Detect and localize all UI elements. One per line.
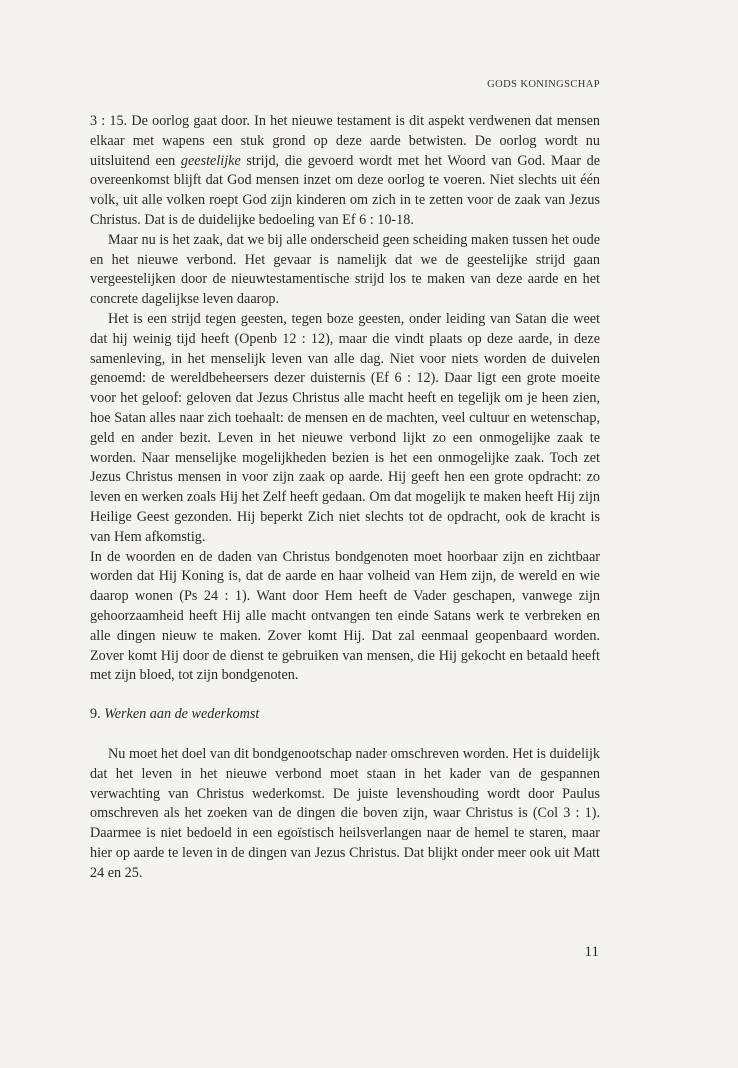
body-text	[90, 112, 600, 883]
section-number: 9.	[90, 706, 101, 723]
paragraph-4: In de woorden en de daden van Christus bondgenoten moet hoorbaar zijn en zichtbaar worden dat Hij Koning is, dat de aarde en haar volheid van Hem zijn, de wereld en wie daarop wonen (Ps 24 : 1). Want door Hem heeft de Vader geschapen, vanwege zijn gehoorzaamheid heeft Hij alle macht ontvangen ten einde Satans werk te verbreken en alle dingen nieuw te maken. Zover komt Hij. Dat zal eenmaal geopenbaard worden. Zover komt Hij door de dienst te gebruiken van mensen, die Hij gekocht en betaald heeft met zijn bloed, tot zijn bondgenoten.	[90, 548, 600, 684]
paragraph-5: Nu moet het doel van dit bondgenootschap nader omschreven worden. Het is duidelijk dat het leven in het nieuwe verbond moet staan in het kader van de gespannen verwachting van Christus wederkomst. De juiste levenshouding wordt door Paulus omschreven als het zoeken van de dingen die boven zijn, waar Christus is (Col 3 : 1). Daarmee is niet bedoeld in een egoïstisch heilsverlangen naar de hemel te staren, maar hier op aarde te leven in de dingen van Jezus Christus. Dat blijkt onder meer ook uit Matt 24 en 25.	[90, 745, 600, 881]
paragraph-1	[90, 112, 600, 231]
section-title: Werken aan de wederkomst	[104, 706, 260, 723]
section-heading	[90, 705, 600, 725]
paragraph-1-emphasis: geestelijke	[180, 152, 241, 169]
paragraph-3: Het is een strijd tegen geesten, tegen boze geesten, onder leiding van Satan die weet dat hij weinig tijd heeft (Openb 12 : 12), maar die vindt plaats op deze aarde, in deze samenleving, in het menselijk leven van alle dag. Niet voor niets worden de duivelen genoemd: de wereldbeheersers dezer duisternis (Ef 6 : 12). Daar ligt een grote moeite voor het geloof: geloven dat Jezus Christus alle macht heeft en tegelijk om je heen zien, hoe Satan alles naar zich toehaalt: de mensen en de machten, veel cultuur en wetenschap, geld en ander bezit. Leven in het nieuwe verbond lijkt zo een onmogelijke zaak te worden. Naar menselijke mogelijkheden bezien is het een onmogelijke zaak. Toch zet Jezus Christus mensen in voor zijn zaak op aarde. Hij geeft hen een grote opdracht: zo leven en werken zoals Hij het Zelf heeft gedaan. Om dat mogelijk te maken heeft Hij zijn Heilige Geest gezonden. Hij beperkt Zich niet slechts tot de opdracht, ook de kracht is van Hem afkomstig.	[90, 310, 600, 545]
paragraph-1-after: strijd, die gevoerd wordt met het Woord van God. Maar de overeenkomst blijft dat God mensen inzet om deze oorlog te voeren. Niet slechts uit één volk, uit alle volken roept God zijn kinderen om zich in te zetten voor de zaak van Jezus Christus. Dat is de duidelijke bedoeling van Ef 6 : 10-18.	[90, 152, 600, 228]
paragraph-1-before: 3 : 15. De oorlog gaat door. In het nieuwe testament is dit aspekt verdwenen dat mensen elkaar met wapens een stuk grond op deze aarde betwisten. De oorlog wordt nu uitsluitend een	[90, 113, 600, 169]
page-number: 11	[584, 944, 599, 960]
paragraph-2: Maar nu is het zaak, dat we bij alle onderscheid geen scheiding maken tussen het oude en het nieuwe verbond. Het gevaar is namelijk dat we de geestelijke strijd gaan vergeestelijken door de nieuwtestamentische strijd los te maken van deze aarde en het concrete dagelijkse leven daarop.	[90, 231, 600, 308]
running-head: GODS KONINGSCHAP	[487, 79, 600, 90]
